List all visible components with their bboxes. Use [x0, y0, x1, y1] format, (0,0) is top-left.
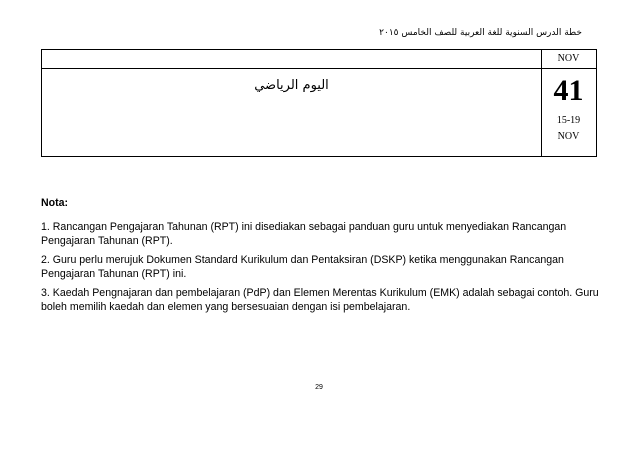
week-month: NOV [557, 131, 580, 142]
notes-section [41, 196, 601, 319]
note-item: 2. Guru perlu merujuk Dokumen Standard Kurikulum dan Pentaksiran (DSKP) ketika menggunakan Rancangan Pengajaran Tahunan (RPT) ini. [41, 253, 564, 280]
note-item: 1. Rancangan Pengajaran Tahunan (RPT) ini disediakan sebagai panduan guru untuk menyediakan Rancangan Pengajaran Tahunan (RPT). [41, 220, 567, 247]
document-header: خطة الدرس السنوية للغة العربية للصف الخامس ٢٠١٥ [379, 28, 582, 38]
note-item: 3. Kaedah Pengnajaran dan pembelajaran (PdP) dan Elemen Merentas Kurikulum (EMK) adalah sebagai contoh. Guru boleh memilih kaedah dan elemen yang bersesuaian dengan isi pembelajaran. [41, 286, 599, 313]
table-header-row [42, 50, 596, 69]
notes-title: Nota: [41, 197, 69, 209]
week-cell [541, 68, 596, 156]
week-number: 41 [553, 74, 584, 107]
page-number: 29 [315, 384, 323, 391]
week-dates: 15-19 [556, 115, 581, 126]
lesson-theme: اليوم الرياضي [254, 78, 329, 93]
weekly-plan-table [41, 49, 597, 157]
header-month: NOV [557, 53, 580, 64]
